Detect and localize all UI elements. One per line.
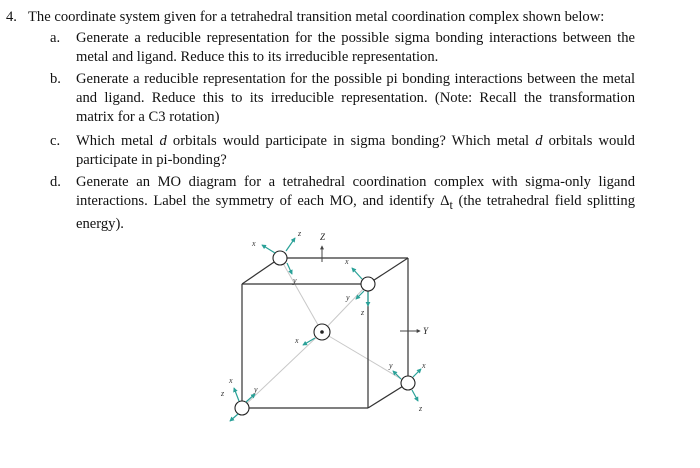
axis-label-z: z xyxy=(298,229,302,238)
axis-label-y: y xyxy=(389,361,393,370)
bond-line xyxy=(322,332,408,383)
metal-center-dot xyxy=(320,330,324,334)
bond-line xyxy=(242,332,322,408)
axis-label-z: z xyxy=(361,308,365,317)
ligand-atom xyxy=(361,277,375,291)
part-text: Generate a reducible representation for the possible pi bonding interactions between the metal and ligand. Reduce this to its irreducible representation. (Note: Recall the transformation matrix for a C3 rotation) xyxy=(76,71,635,125)
text-run: (the tetrahedral field splitting energy). xyxy=(76,193,635,232)
ligand-atom xyxy=(273,251,287,265)
axis-label-y: y xyxy=(346,293,350,302)
text-run: Which metal xyxy=(76,133,160,149)
question-prompt: The coordinate system given for a tetrahedral transition metal coordination complex shown below: xyxy=(28,9,605,25)
atoms xyxy=(235,251,415,415)
part-text: Generate a reducible representation for the possible sigma bonding interactions between the metal and ligand. Reduce this to its irreducible representation. xyxy=(76,30,635,65)
part-letter: d. xyxy=(50,174,61,190)
subscript-t: t xyxy=(449,197,453,212)
part-letter: c. xyxy=(50,133,61,149)
axis-label-y: y xyxy=(254,385,258,394)
question-number: 4. xyxy=(6,9,17,25)
bond-line xyxy=(280,258,322,332)
axis-label-x: x xyxy=(345,257,349,266)
ligand-atom xyxy=(401,376,415,390)
global-y-label: Y xyxy=(423,326,429,336)
axis-label-z: z xyxy=(221,389,225,398)
axis-label-z: z xyxy=(419,404,423,413)
italic-d: d xyxy=(535,133,543,149)
axis-label-x: x xyxy=(295,336,299,345)
part-letter: a. xyxy=(50,30,61,46)
part-letter: b. xyxy=(50,71,61,87)
italic-d: d xyxy=(159,133,167,149)
text-run: orbitals would participate in sigma bonding? Which metal xyxy=(166,133,536,149)
axis-label-y: y xyxy=(293,276,297,285)
axis-label-x: x xyxy=(229,376,233,385)
global-z-label: Z xyxy=(320,232,326,242)
axis-label-x: x xyxy=(252,239,256,248)
text-run: orbitals would participate in pi-bonding? xyxy=(76,133,635,168)
ligand-atom xyxy=(235,401,249,415)
axis-label-x: x xyxy=(422,361,426,370)
text-run: Generate an MO diagram for a tetrahedral coordination complex with sigma-only ligand interactions. Label the symmetry of each MO, and identify Δ xyxy=(76,174,635,209)
